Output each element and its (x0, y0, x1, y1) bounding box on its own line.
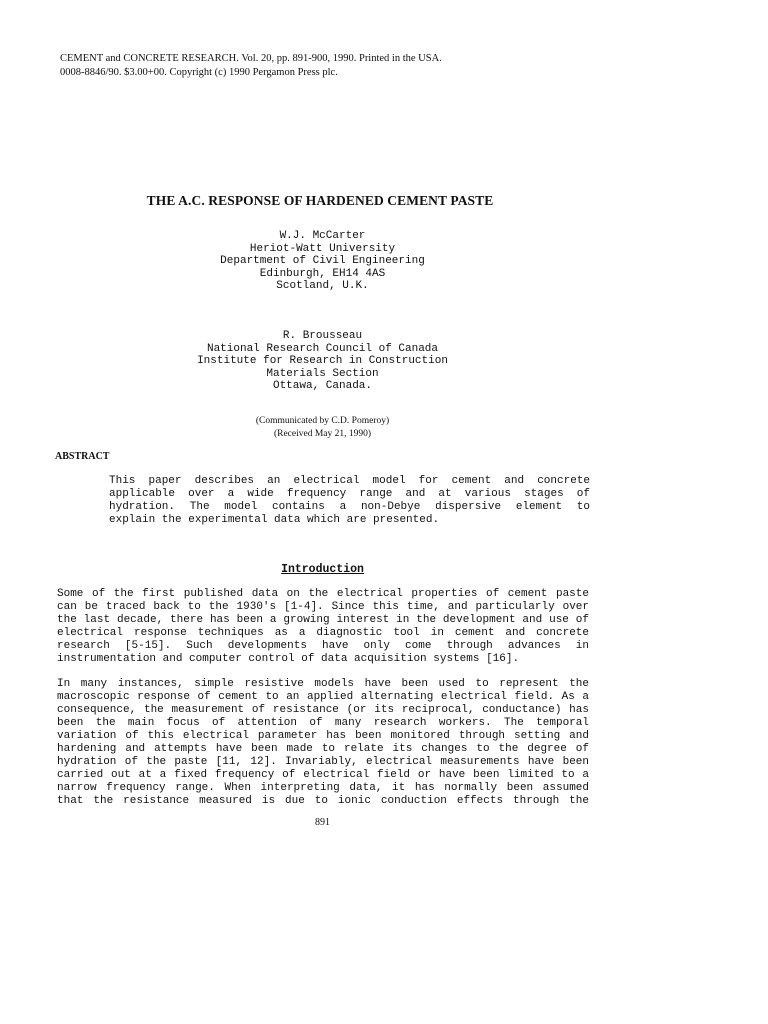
paper-title (0, 193, 768, 209)
abstract-line: explain the experimental data which are presented. (109, 514, 440, 526)
author-affiliation-line: Scotland, U.K. (276, 280, 369, 293)
author-affiliation-line: Edinburgh, EH14 4AS (259, 267, 386, 280)
paragraph-line: macroscopic response of cement to an applied alternating electrical field. As a (57, 691, 589, 703)
author-name: R. Brousseau (282, 330, 363, 342)
paragraph-line: hardening and attempts have been made to relate its changes to the degree of (57, 743, 589, 755)
paragraph-line: electrical response techniques as a diagnostic tool in cement and concrete (57, 627, 589, 639)
abstract-line: applicable over a wide frequency range and at various stages of (109, 488, 590, 500)
communicated-by: (Communicated by C.D. Pomeroy) (255, 416, 390, 426)
section-heading-introduction (0, 563, 645, 576)
author-block-1 (0, 230, 645, 293)
paragraph-line: the last decade, there has been a growing interest in the development and use of (57, 614, 589, 626)
author-block-2 (0, 330, 645, 393)
abstract-heading: ABSTRACT (55, 451, 110, 462)
abstract-line: This paper describes an electrical model for cement and concrete (109, 475, 590, 487)
paragraph-line: narrow frequency range. When interpreting data, it has normally been assumed (57, 782, 589, 794)
paragraph-line: hydration of the paste [11, 12]. Invariably, electrical measurements have been (57, 756, 589, 768)
paragraph-2 (57, 678, 589, 808)
abstract-line: hydration. The model contains a non-Debye dispersive element to (109, 501, 590, 513)
author-affiliation-line: Department of Civil Engineering (220, 255, 425, 268)
paragraph-line: variation of this electrical parameter has been monitored through setting and (57, 730, 589, 742)
paragraph-line: Some of the first published data on the electrical properties of cement paste (57, 588, 589, 600)
abstract-body (109, 475, 590, 527)
author-affiliation-line: Institute for Research in Construction (197, 355, 448, 368)
paragraph-line: instrumentation and computer control of data acquisition systems [16]. (57, 653, 520, 665)
journal-header (60, 52, 442, 80)
author-name: W.J. McCarter (279, 230, 366, 242)
paragraph-line: carried out at a fixed frequency of electrical field or have been limited to a (57, 769, 589, 781)
author-affiliation-line: Materials Section (266, 367, 379, 380)
paragraph-line: can be traced back to the 1930's [1-4]. Since this time, and particularly over (57, 601, 589, 613)
paragraph-line: consequence, the measurement of resistance (or its reciprocal, conductance) has (57, 704, 589, 716)
author-affiliation-line: Heriot-Watt University (249, 242, 396, 255)
author-affiliation-line: Ottawa, Canada. (272, 380, 373, 393)
paragraph-line: that the resistance measured is due to ionic conduction effects through the (57, 795, 589, 807)
copyright-line: 0008-8846/90. $3.00+00. Copyright (c) 1990 Pergamon Press plc. (60, 67, 338, 78)
page-number: 891 (315, 817, 330, 828)
citation-line: CEMENT and CONCRETE RESEARCH. Vol. 20, pp. 891-900, 1990. Printed in the USA. (60, 53, 442, 64)
paragraph-line: been the main focus of attention of many research workers. The temporal (57, 717, 589, 729)
paper-title-text: THE A.C. RESPONSE OF HARDENED CEMENT PASTE (146, 193, 494, 208)
received-date: (Received May 21, 1990) (273, 429, 372, 439)
paragraph-line: In many instances, simple resistive models have been used to represent the (57, 678, 589, 690)
author-affiliation-line: National Research Council of Canada (206, 342, 439, 355)
paragraph-1 (57, 588, 589, 666)
paragraph-line: research [5-15]. Such developments have only come through advances in (57, 640, 589, 652)
section-heading-text: Introduction (281, 563, 364, 576)
editorial-notes (0, 415, 645, 441)
